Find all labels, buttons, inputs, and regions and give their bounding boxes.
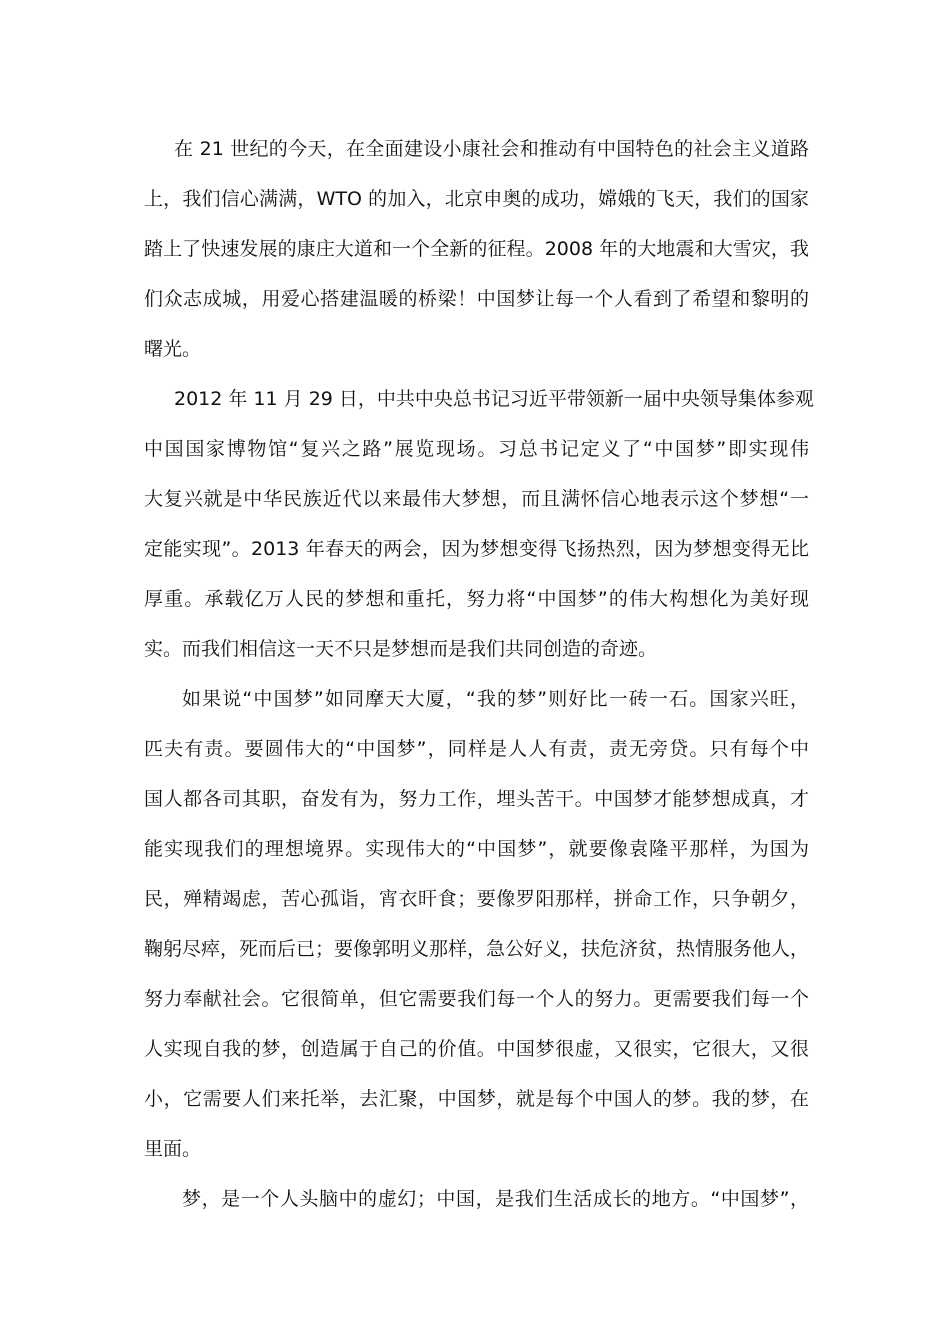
text-line: 中国国家博物馆“复兴之路”展览现场。习总书记定义了“中国梦”即实现伟	[144, 438, 809, 460]
paragraph	[144, 1174, 809, 1224]
text-line: 厚重。承载亿万人民的梦想和重托，努力将“中国梦”的伟大构想化为美好现	[144, 588, 809, 610]
text-line: 实。而我们相信这一天不只是梦想而是我们共同创造的奇迹。	[144, 638, 658, 660]
text-line: 匹夫有责。要圆伟大的“中国梦”，同样是人人有责，责无旁贷。只有每个中	[144, 738, 809, 760]
text-line: 民，殚精竭虑，苦心孤诣，宵衣旰食；要像罗阳那样，拼命工作，只争朝夕，	[144, 888, 809, 910]
text-line: 小，它需要人们来托举，去汇聚，中国梦，就是每个中国人的梦。我的梦，在	[144, 1088, 809, 1110]
text-line: 如果说“中国梦”如同摩天大厦，“我的梦”则好比一砖一石。国家兴旺，	[182, 688, 809, 710]
paragraph	[144, 124, 809, 374]
text-line: 在 21 世纪的今天，在全面建设小康社会和推动有中国特色的社会主义道路	[174, 138, 809, 160]
text-line: 曙光。	[144, 338, 202, 360]
paragraph	[144, 374, 814, 674]
text-line: 踏上了快速发展的康庄大道和一个全新的征程。2008 年的大地震和大雪灾，我	[144, 238, 809, 260]
text-line: 们众志成城，用爱心搭建温暖的桥梁！中国梦让每一个人看到了希望和黎明的	[144, 288, 809, 310]
document-body	[144, 124, 814, 1224]
text-line: 能实现我们的理想境界。实现伟大的“中国梦”，就要像袁隆平那样，为国为	[144, 838, 809, 860]
text-line: 里面。	[144, 1138, 202, 1160]
paragraph	[144, 674, 809, 1174]
text-line: 国人都各司其职，奋发有为，努力工作，埋头苦干。中国梦才能梦想成真，才	[144, 788, 809, 810]
text-line: 人实现自我的梦，创造属于自己的价值。中国梦很虚，又很实，它很大，又很	[144, 1038, 809, 1060]
text-line: 鞠躬尽瘁，死而后已；要像郭明义那样，急公好义，扶危济贫，热情服务他人，	[144, 938, 810, 960]
text-line: 梦，是一个人头脑中的虚幻；中国，是我们生活成长的地方。“中国梦”，	[182, 1188, 809, 1210]
text-line: 大复兴就是中华民族近代以来最伟大梦想，而且满怀信心地表示这个梦想“一	[144, 488, 809, 510]
text-line: 2012 年 11 月 29 日，中共中央总书记习近平带领新一届中央领导集体参观	[174, 388, 814, 410]
text-line: 上，我们信心满满，WTO 的加入，北京申奥的成功，嫦娥的飞天，我们的国家	[144, 188, 809, 210]
text-line: 努力奉献社会。它很简单，但它需要我们每一个人的努力。更需要我们每一个	[144, 988, 809, 1010]
text-line: 定能实现”。2013 年春天的两会，因为梦想变得飞扬热烈，因为梦想变得无比	[144, 538, 809, 560]
